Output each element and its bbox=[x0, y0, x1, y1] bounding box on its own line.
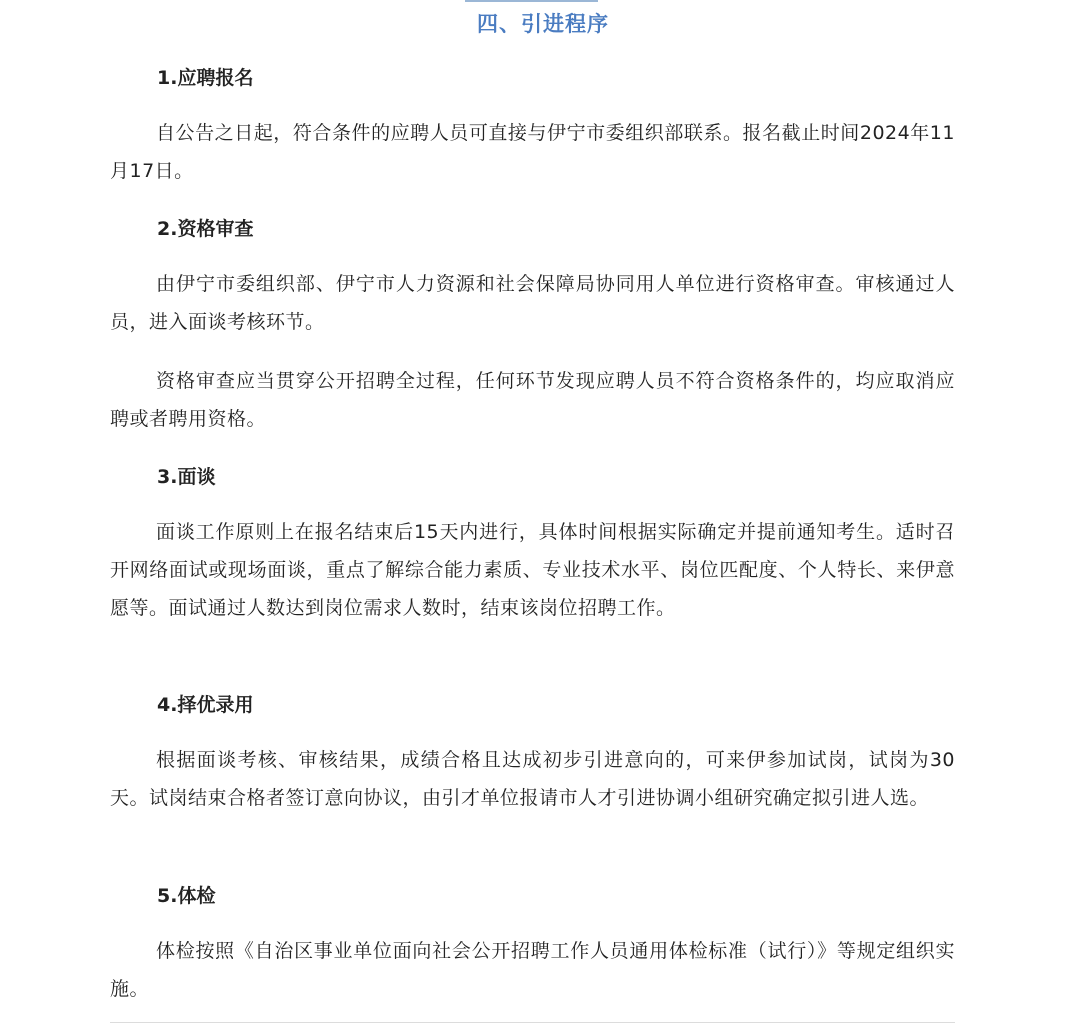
step-2-heading: 2.资格审查 bbox=[157, 218, 254, 240]
step-4-paragraph: 根据面谈考核、审核结果，成绩合格且达成初步引进意向的，可来伊参加试岗，试岗为30天。试岗结束合格者签订意向协议，由引才单位报请市人才引进协调小组研究确定拟引进人选。 bbox=[110, 749, 955, 809]
step-1-paragraph: 自公告之日起，符合条件的应聘人员可直接与伊宁市委组织部联系。报名截止时间2024年11月17日。 bbox=[110, 122, 955, 182]
step-4-heading: 4.择优录用 bbox=[157, 694, 254, 716]
bottom-divider bbox=[110, 1022, 955, 1023]
step-1-heading: 1.应聘报名 bbox=[157, 67, 254, 89]
section-title: 四、引进程序 bbox=[477, 12, 609, 36]
title-top-rule bbox=[465, 0, 598, 2]
step-3-heading: 3.面谈 bbox=[157, 466, 216, 488]
step-5-heading: 5.体检 bbox=[157, 885, 216, 907]
step-3-paragraph: 面谈工作原则上在报名结束后15天内进行，具体时间根据实际确定并提前通知考生。适时召开网络面试或现场面谈，重点了解综合能力素质、专业技术水平、岗位匹配度、个人特长、来伊意愿等。面试通过人数达到岗位需求人数时，结束该岗位招聘工作。 bbox=[110, 521, 955, 619]
step-5-paragraph: 体检按照《自治区事业单位面向社会公开招聘工作人员通用体检标准（试行）》等规定组织实施。 bbox=[110, 940, 955, 1000]
step-2-paragraph-1: 由伊宁市委组织部、伊宁市人力资源和社会保障局协同用人单位进行资格审查。审核通过人员，进入面谈考核环节。 bbox=[110, 273, 955, 333]
step-2-paragraph-2: 资格审查应当贯穿公开招聘全过程，任何环节发现应聘人员不符合资格条件的，均应取消应聘或者聘用资格。 bbox=[110, 370, 955, 430]
